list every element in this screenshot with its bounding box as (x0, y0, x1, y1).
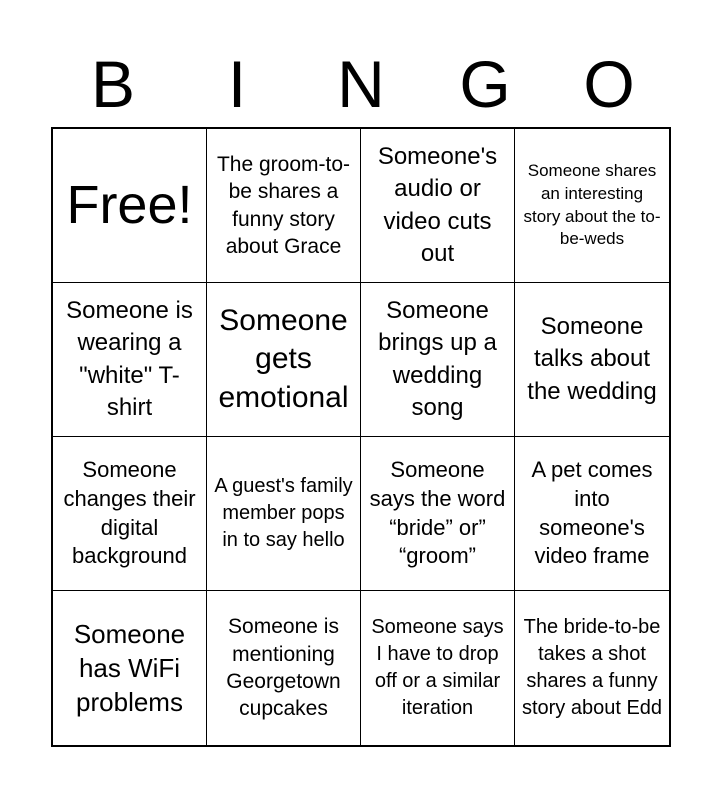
cell-text: Free! (66, 174, 193, 235)
header-letter-n: N (337, 47, 385, 121)
cell-text: Someone is mentioning Georgetown cupcakes (226, 615, 341, 721)
cell-text: Someone says I have to drop off or a similar iteration (371, 616, 504, 719)
bingo-cell[interactable] (361, 437, 515, 591)
bingo-cell[interactable] (207, 591, 361, 745)
header-letter-g: G (459, 47, 511, 121)
cell-text: Someone talks about the wedding (527, 312, 657, 405)
cell-text: Someone brings up a wedding song (378, 296, 497, 421)
bingo-cell[interactable] (515, 129, 669, 283)
cell-text: Someone is wearing a "white" T-shirt (66, 296, 193, 421)
cell-text: A guest's family member pops in to say hello (214, 475, 353, 551)
bingo-cell[interactable] (515, 591, 669, 745)
cell-text: Someone shares an interesting story about the to-be-weds (523, 160, 661, 249)
header-letter-i: I (227, 47, 247, 121)
bingo-header (51, 40, 671, 128)
bingo-cell[interactable] (361, 283, 515, 437)
cell-text: The groom-to-be shares a funny story about Grace (216, 152, 351, 258)
bingo-cell[interactable] (515, 437, 669, 591)
cell-text: Someone's audio or video cuts out (377, 142, 498, 267)
cell-text: The bride-to-be takes a shot shares a funny story about Edd (521, 616, 663, 719)
bingo-cell[interactable] (515, 283, 669, 437)
bingo-cell[interactable] (207, 129, 361, 283)
bingo-cell[interactable] (207, 283, 361, 437)
cell-text: Someone says the word “bride” or” “groom” (369, 457, 506, 569)
bingo-cell[interactable] (207, 437, 361, 591)
cell-text: A pet comes into someone's video frame (531, 457, 653, 569)
bingo-cell[interactable] (53, 283, 207, 437)
cell-text: Someone has WiFi problems (73, 618, 186, 718)
header-letter-b: B (90, 47, 136, 121)
bingo-cell[interactable] (53, 591, 207, 745)
bingo-cell[interactable] (53, 437, 207, 591)
bingo-cell[interactable] (361, 591, 515, 745)
bingo-grid (51, 127, 671, 747)
bingo-cell-free[interactable] (53, 129, 207, 283)
header-letter-o: O (583, 47, 635, 121)
bingo-cell[interactable] (361, 129, 515, 283)
cell-text: Someone changes their digital background (63, 457, 196, 569)
cell-text: Someone gets emotional (218, 304, 349, 414)
